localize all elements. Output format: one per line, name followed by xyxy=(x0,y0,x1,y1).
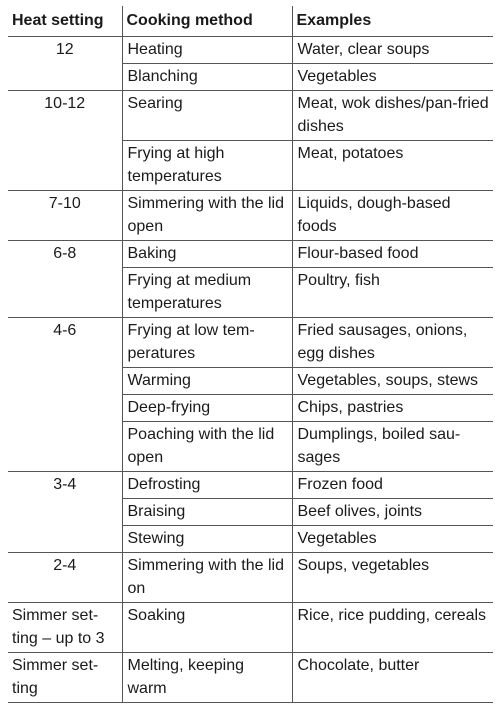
table-row xyxy=(8,37,493,64)
table-row xyxy=(8,603,493,653)
examples-cell: Chocolate, butter xyxy=(292,653,493,703)
heat-cell: 12 xyxy=(55,41,74,58)
examples-cell: Chips, pastries xyxy=(292,395,493,422)
examples-cell: Meat, wok dishes/pan-fried dishes xyxy=(292,91,493,141)
method-cell: Baking xyxy=(122,241,292,268)
method-cell: Defrosting xyxy=(122,472,292,499)
examples-cell: Soups, vegetables xyxy=(292,553,493,603)
method-cell: Simmering with the lid open xyxy=(122,191,292,241)
header-row xyxy=(8,6,493,37)
method-cell: Blanching xyxy=(122,64,292,91)
method-cell: Frying at high temperatures xyxy=(122,141,292,191)
method-cell: Braising xyxy=(122,499,292,526)
examples-cell: Vegetables xyxy=(292,526,493,553)
header-cooking-method: Cooking method xyxy=(122,6,292,37)
table-row xyxy=(8,241,493,268)
heat-cell: 2-4 xyxy=(8,553,122,603)
cooking-table xyxy=(8,6,493,703)
method-cell: Frying at low tem-peratures xyxy=(122,318,292,368)
examples-cell: Water, clear soups xyxy=(292,37,493,64)
examples-cell: Beef olives, joints xyxy=(292,499,493,526)
table-row xyxy=(8,472,493,499)
method-cell: Searing xyxy=(122,91,292,141)
method-cell: Poaching with the lid open xyxy=(122,422,292,472)
heat-cell: 4-6 xyxy=(8,318,122,472)
method-cell: Heating xyxy=(122,37,292,64)
method-cell: Deep-frying xyxy=(122,395,292,422)
examples-cell: Vegetables, soups, stews xyxy=(292,368,493,395)
method-cell: Warming xyxy=(122,368,292,395)
heat-cell: 7-10 xyxy=(8,191,122,241)
examples-cell: Dumplings, boiled sau-sages xyxy=(292,422,493,472)
table-row xyxy=(8,653,493,703)
heat-cell: Simmer set-ting – up to 3 xyxy=(8,603,122,653)
header-examples: Examples xyxy=(292,6,493,37)
heat-cell: 6-8 xyxy=(8,241,122,318)
method-cell: Simmering with the lid on xyxy=(122,553,292,603)
header-heat-setting: Heat setting xyxy=(8,6,122,37)
examples-cell: Rice, rice pudding, cereals xyxy=(292,603,493,653)
examples-cell: Liquids, dough-based foods xyxy=(292,191,493,241)
examples-cell: Fried sausages, onions, egg dishes xyxy=(292,318,493,368)
table-row xyxy=(8,553,493,603)
examples-cell: Meat, potatoes xyxy=(292,141,493,191)
method-cell: Stewing xyxy=(122,526,292,553)
method-cell: Melting, keeping warm xyxy=(122,653,292,703)
examples-cell: Flour-based food xyxy=(292,241,493,268)
heat-cell: 3-4 xyxy=(8,472,122,553)
table-row xyxy=(8,91,493,141)
table-row xyxy=(8,191,493,241)
method-cell: Frying at medium temperatures xyxy=(122,268,292,318)
heat-cell: 10-12 xyxy=(8,91,122,191)
examples-cell: Frozen food xyxy=(292,472,493,499)
method-cell: Soaking xyxy=(122,603,292,653)
examples-cell: Vegetables xyxy=(292,64,493,91)
heat-cell: Simmer set-ting xyxy=(8,653,122,703)
examples-cell: Poultry, fish xyxy=(292,268,493,318)
table-row xyxy=(8,318,493,368)
